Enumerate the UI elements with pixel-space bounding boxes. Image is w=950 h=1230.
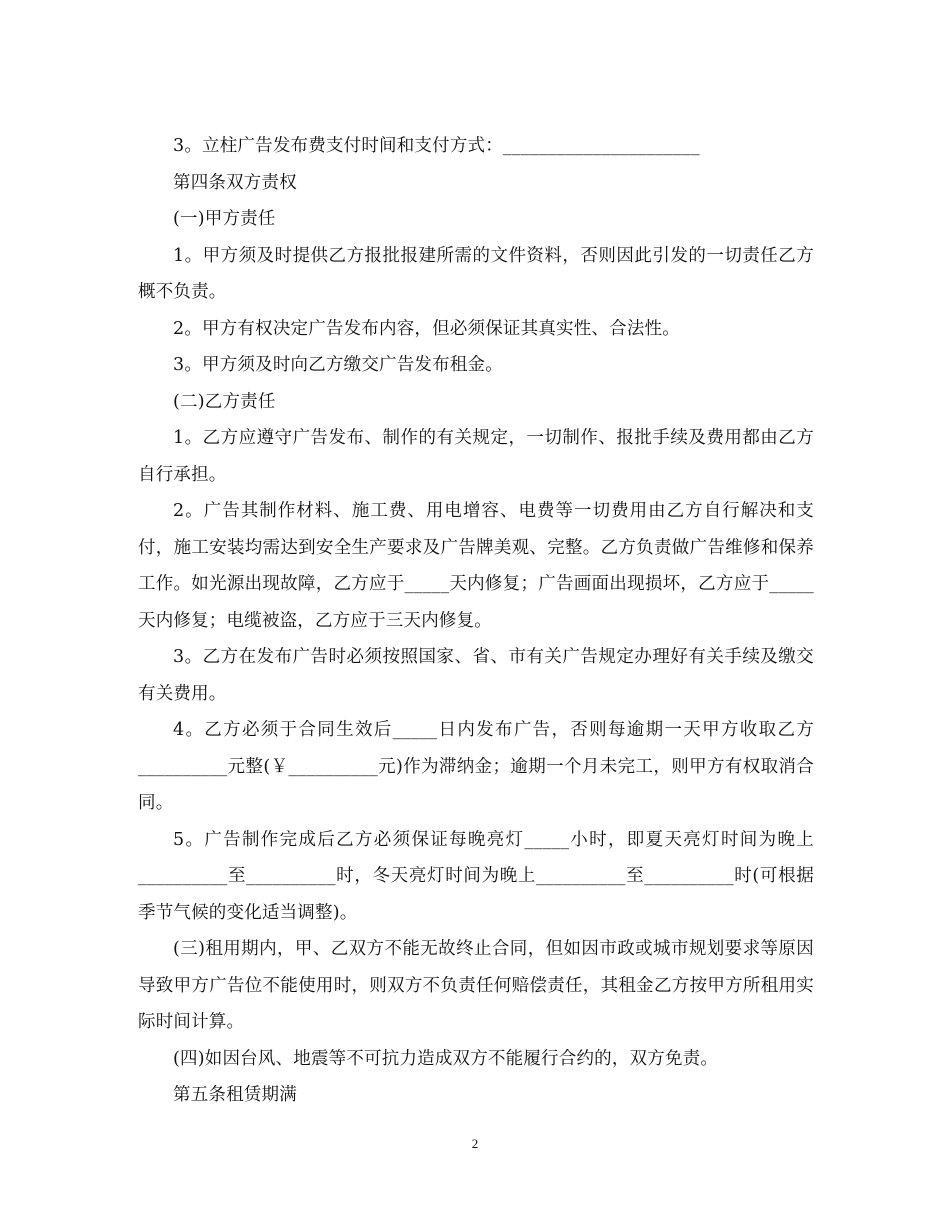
page-number: 2: [471, 1136, 479, 1151]
paragraph-party-b-4: 4。乙方必须于合同生效后_____日内发布广告，否则每逾期一天甲方收取乙方__________元整(￥__________元)作为滞纳金；逾期一个月未完工，则甲方有权取消合同。: [138, 720, 814, 813]
paragraph-clause-three: (三)租用期内，甲、乙双方不能无故终止合同，但如因市政或城市规划要求等原因导致甲方广告位不能使用时，则双方不负责任何赔偿责任，其租金乙方按甲方所租用实际时间计算。: [138, 939, 814, 1032]
document-body: [138, 128, 814, 1114]
heading-article-five: 第五条租赁期满: [173, 1085, 297, 1105]
heading-article-four: 第四条双方责权: [173, 172, 297, 193]
paragraph-party-b-5: 5。广告制作完成后乙方必须保证每晚亮灯_____小时，即夏天亮灯时间为晚上__________至__________时，冬天亮灯时间为晚上__________至__________时(可根据季节气候的变化适当调整)。: [138, 829, 814, 923]
heading-party-b-duties: (二)乙方责任: [173, 391, 276, 412]
paragraph-party-a-1: 1。甲方须及时提供乙方报批报建所需的文件资料，否则因此引发的一切责任乙方概不负责。: [138, 245, 814, 302]
paragraph-payment-method: 3。立柱广告发布费支付时间和支付方式：______________________: [173, 136, 700, 156]
paragraph-party-b-1: 1。乙方应遵守广告发布、制作的有关规定，一切制作、报批手续及费用都由乙方自行承担。: [138, 428, 814, 485]
paragraph-party-a-2: 2。甲方有权决定广告发布内容，但必须保证其真实性、合法性。: [173, 318, 680, 339]
paragraph-party-a-3: 3。甲方须及时向乙方缴交广告发布租金。: [173, 355, 503, 375]
paragraph-party-b-2: 2。广告其制作材料、施工费、用电增容、电费等一切费用由乙方自行解决和支付，施工安装均需达到安全生产要求及广告牌美观、完整。乙方负责做广告维修和保养工作。如光源出现故障，乙方应于_____天内修复；广告画面出现损坏，乙方应于_____天内修复；电缆被盗，乙方应于三天内修复。: [138, 501, 814, 631]
heading-party-a-duties: (一)甲方责任: [173, 209, 276, 229]
paragraph-party-b-3: 3。乙方在发布广告时必须按照国家、省、市有关广告规定办理好有关手续及缴交有关费用。: [138, 647, 814, 704]
paragraph-clause-four: (四)如因台风、地震等不可抗力造成双方不能履行合约的，双方免责。: [173, 1048, 719, 1069]
